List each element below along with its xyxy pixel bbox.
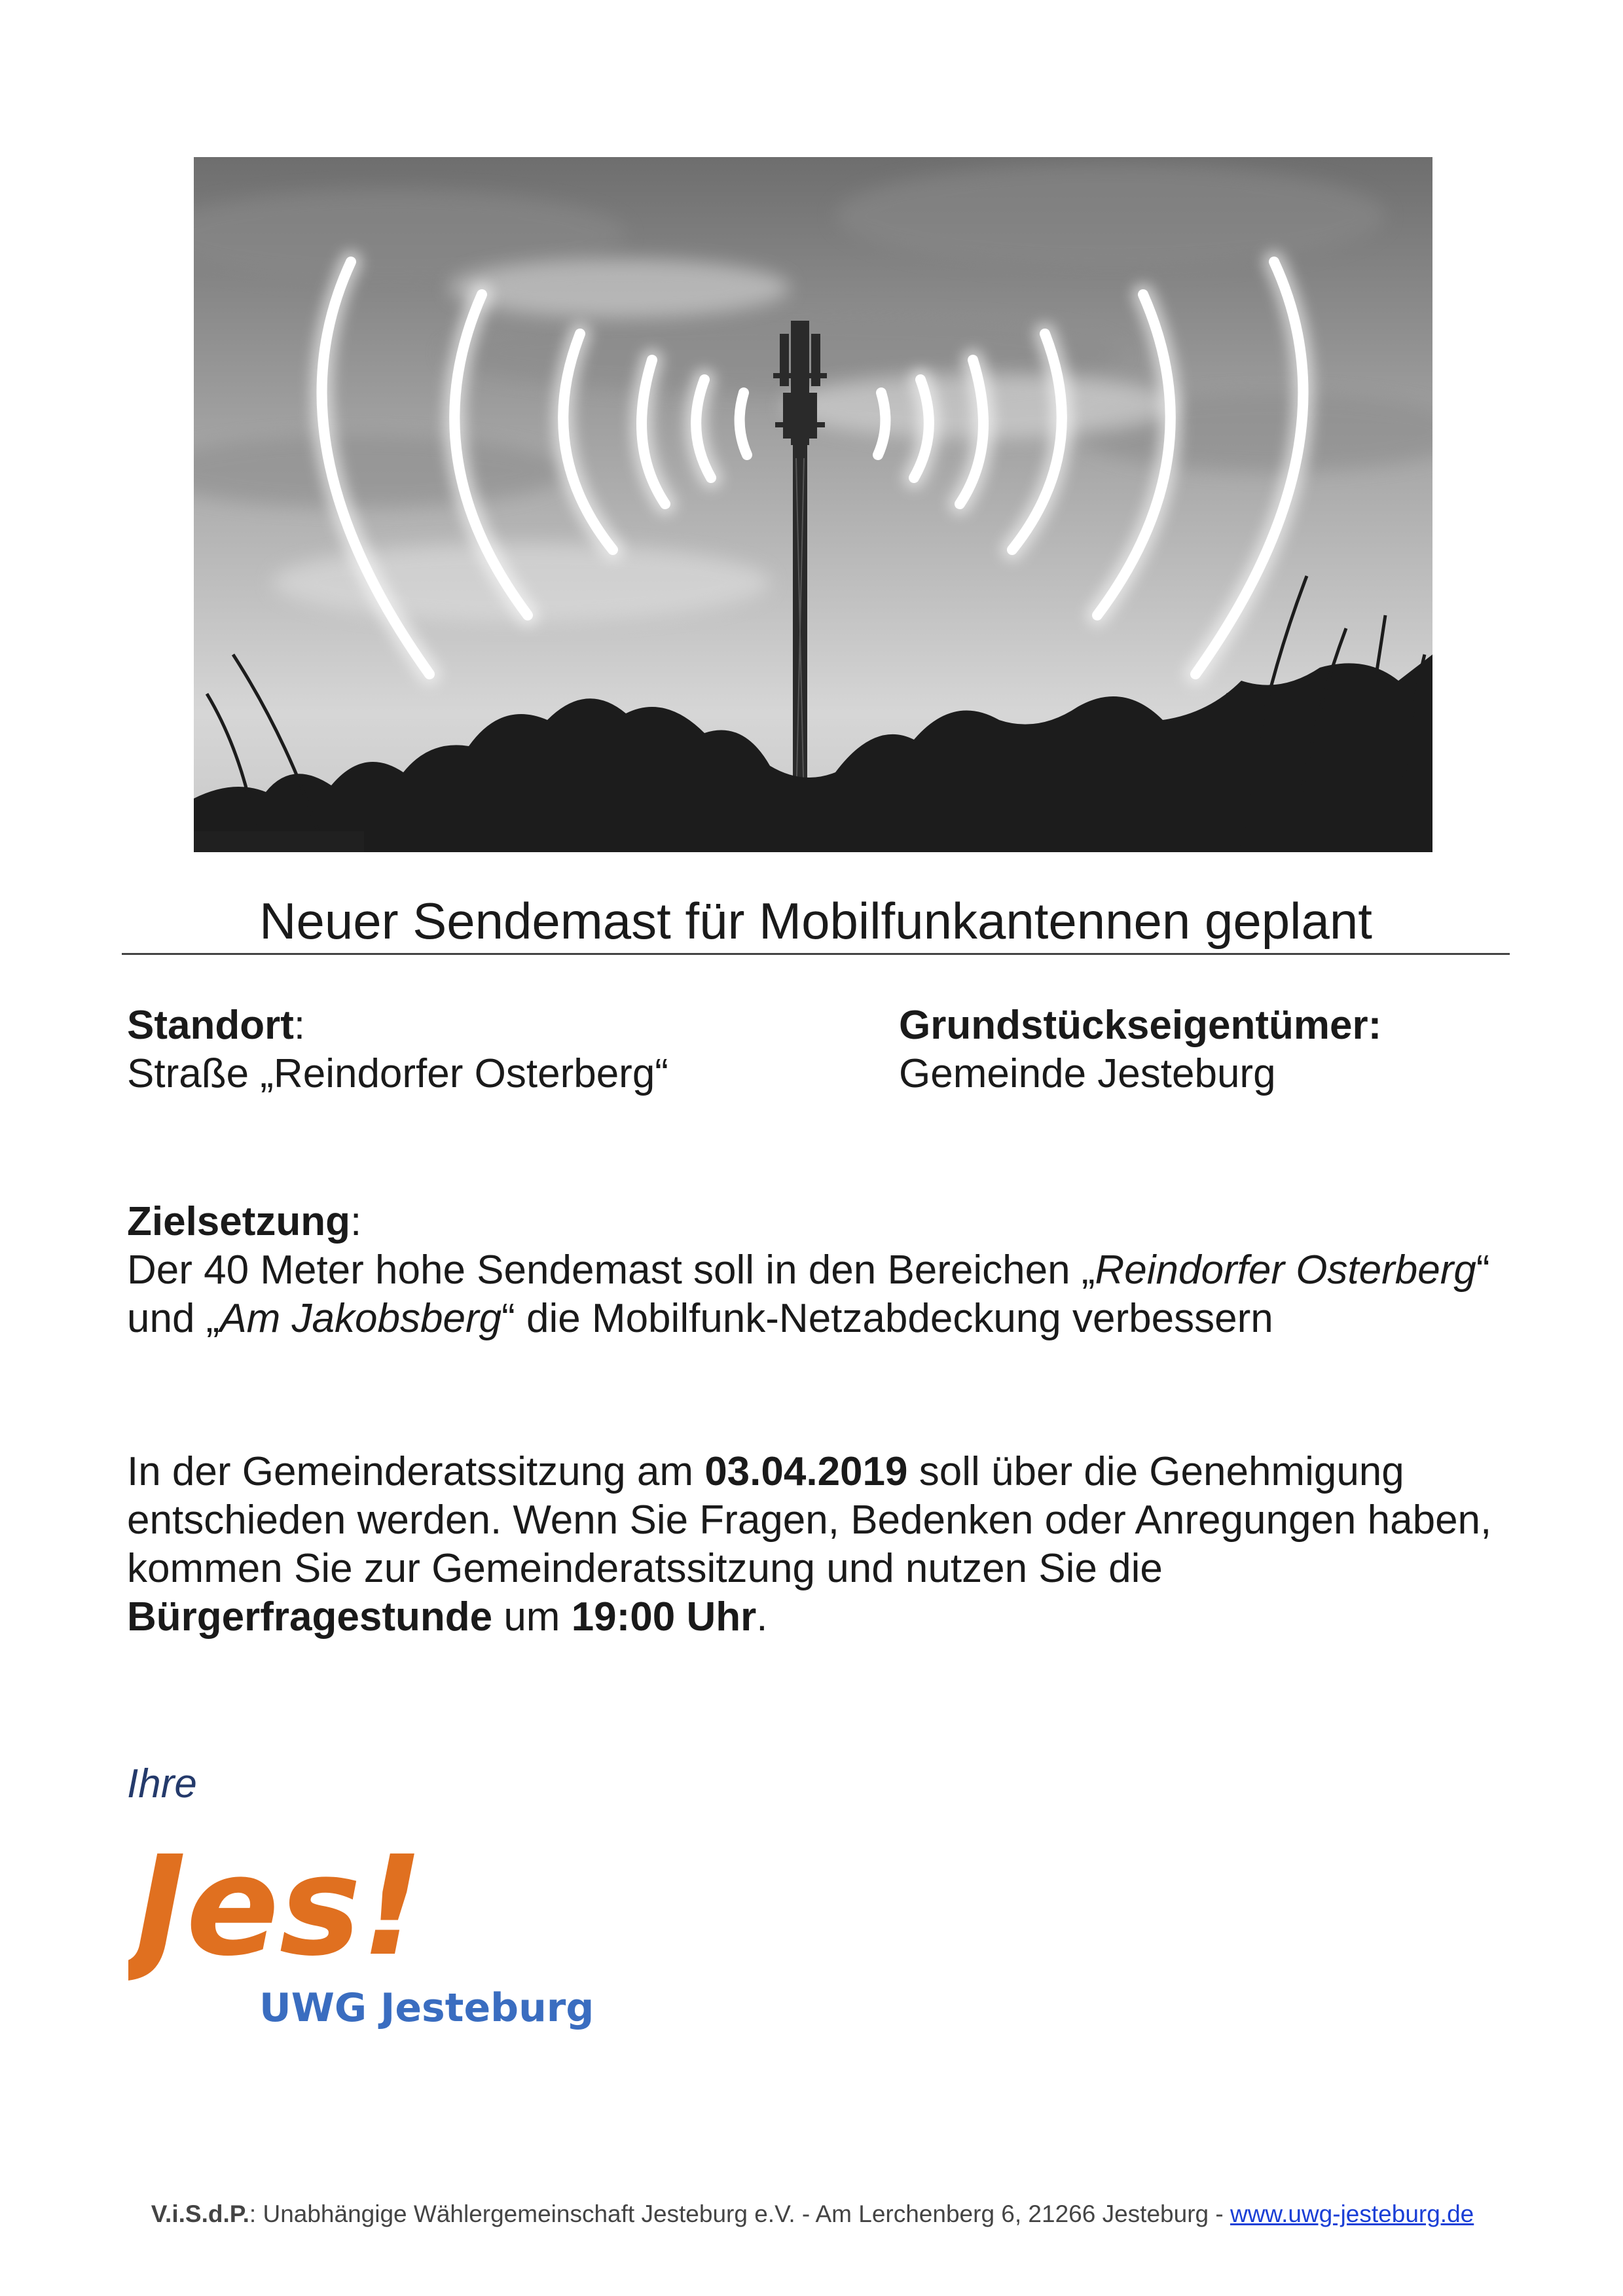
owner-value: Gemeinde Jesteburg — [899, 1051, 1276, 1096]
imprint-label: V.i.S.d.P. — [151, 2200, 249, 2227]
owner-label: Grundstückseigentümer: — [899, 1003, 1382, 1048]
meeting-time: 19:00 Uhr — [571, 1594, 757, 1640]
headline-divider — [122, 953, 1510, 955]
goal-text-1: Der 40 Meter hohe Sendemast soll in den Bereichen „ — [127, 1247, 1095, 1293]
logo-main-text: Jes! — [135, 1826, 424, 1986]
imprint-footer — [122, 2198, 1503, 2231]
goal-place-1: Reindorfer Osterberg — [1095, 1247, 1476, 1293]
cell-tower-photo — [194, 157, 1432, 852]
meeting-date: 03.04.2019 — [704, 1449, 908, 1494]
goal-text-2: “ und „ — [127, 1247, 1490, 1341]
location-value: Straße „Reindorfer Osterberg“ — [127, 1051, 668, 1096]
meeting-text-1: In der Gemeinderatssitzung am — [127, 1449, 705, 1494]
meeting-text-3: um — [492, 1594, 572, 1640]
meeting-block — [127, 1448, 1515, 1641]
owner-block — [899, 1001, 1488, 1098]
citizen-question-time: Bürgerfragestunde — [127, 1594, 493, 1640]
tower-illustration — [194, 157, 1432, 852]
imprint-text: : Unabhängige Wählergemeinschaft Jesteburg e.V. - Am Lerchenberg 6, 21266 Jesteburg - — [249, 2200, 1230, 2227]
location-label: Standort — [127, 1003, 294, 1048]
meeting-text-4: . — [756, 1594, 768, 1640]
goal-label: Zielsetzung — [127, 1199, 351, 1244]
meeting-text-2: soll über die Genehmigung entschieden werden. Wenn Sie Fragen, Bedenken oder Anregungen haben, kommen Sie zur Gemeinderatssitzung und nutzen Sie die — [127, 1449, 1492, 1591]
website-link[interactable]: www.uwg-jesteburg.de — [1230, 2200, 1474, 2227]
goal-block — [127, 1198, 1502, 1343]
logo-sub-text: UWG Jesteburg — [259, 1985, 594, 2031]
location-colon: : — [293, 1003, 306, 1048]
logo-graphic — [128, 1813, 600, 2036]
uwg-logo — [128, 1813, 600, 2036]
headline: Neuer Sendemast für Mobilfunkantennen geplant — [259, 892, 1372, 950]
goal-colon: : — [350, 1199, 362, 1244]
closing-word: Ihre — [127, 1761, 197, 1806]
goal-text-3: “ die Mobilfunk-Netzabdeckung verbessern — [501, 1296, 1273, 1341]
goal-place-2: Am Jakobsberg — [219, 1296, 502, 1341]
location-block — [127, 1001, 847, 1098]
